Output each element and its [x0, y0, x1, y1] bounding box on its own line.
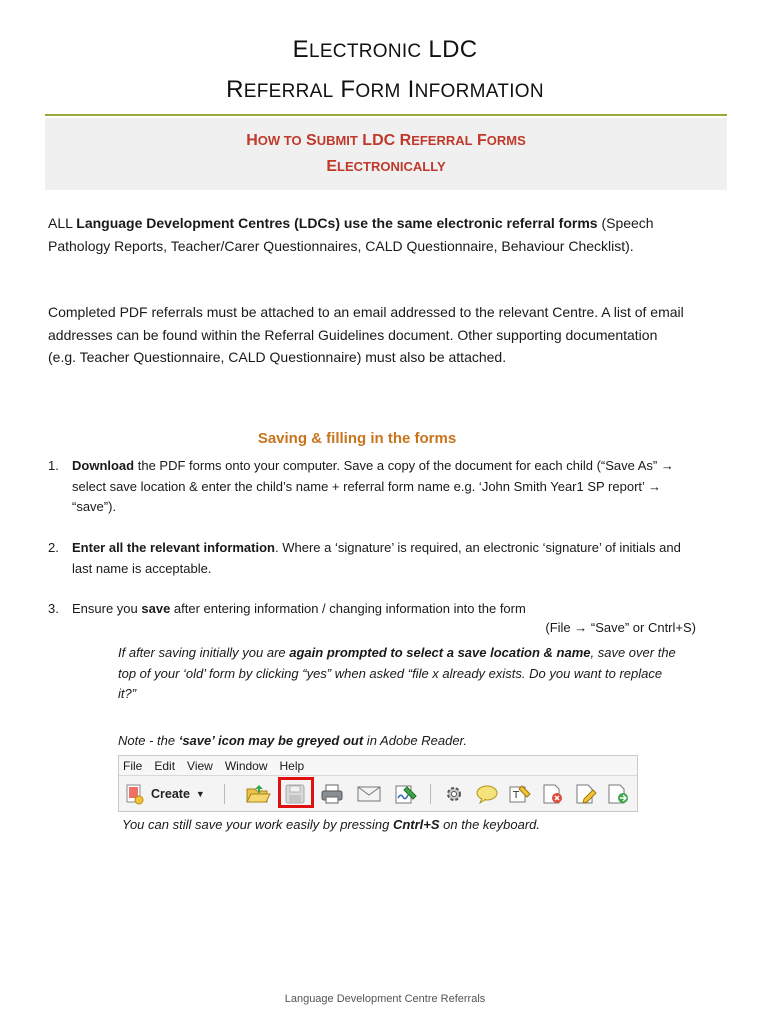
edit-doc-icon	[573, 783, 599, 805]
menu-edit: Edit	[154, 758, 176, 773]
arrow-icon: →	[660, 458, 674, 473]
document-page: ELECTRONIC LDC REFERRAL FORM INFORMATION HOW TO SUBMIT LDC REFERRAL FORMS ELECTRONICALLY ALL Language Development Centres (LDCs) use the same electronic referral forms (Speech Pathology Reports, Teacher/Carer Questionnaires, CALD Questionnaire, Behaviour Checklist). Completed PDF referrals must be attached to an email addressed to the relevant Centre. A list of email addresses can be found within the Referral Guidelines document. Other supporting documentation (e.g. Teacher Questionnaire, CALD Questionnaire) must also be attached. Saving & filling in the forms 1. Download the PDF forms onto your computer. Save a copy of the document for each child (“Save As” → select save location & enter the child’s name + referral form name e.g. ‘John Smith Year1 SP report’ → “save”). 2. Enter all the relevant information. Where a ‘signature’ is required, an electronic ‘signature’ of initials and last name is acceptable. 3. Ensure you save after entering information / changing information into the form (File → “Save” or Cntrl+S) If after saving initially you are again prompted to select a save location & name, save over the top of your ‘old’ form by clicking “yes” when asked “file x already exists. Do you want to replace it?” Note - the ‘save’ icon may be greyed out in Adobe Reader. File Edit View Window Help Create ▼ T You can still save your work easily by pressing Cntrl+S on the keyboard. Language Development Centre Referrals	[0, 0, 770, 1024]
arrow-icon: →	[648, 478, 662, 494]
menu-view: View	[187, 758, 213, 773]
svg-text:T: T	[513, 790, 520, 801]
share-doc-icon	[605, 783, 631, 805]
subtitle-box	[45, 118, 727, 190]
greyed-out-note: Note - the ‘save’ icon may be greyed out in Adobe Reader.	[118, 733, 468, 748]
intro-paragraph-2: Completed PDF referrals must be attached to an email addressed to the relevant Centre. A list of email addresses can be found within the Referral Guidelines document. Other supporting documentation (e.g. Teacher Questionnaire, CALD Questionnaire) must also be attached.	[48, 304, 684, 365]
adobe-toolbar-screenshot	[118, 755, 638, 812]
email-icon	[356, 783, 382, 805]
arrow-icon: →	[574, 620, 588, 635]
title-divider	[45, 114, 727, 116]
tool-row	[119, 776, 637, 811]
intro-paragraph-1: ALL Language Development Centres (LDCs) use the same electronic referral forms (Speech Pathology Reports, Teacher/Carer Questionnaires, CALD Questionnaire, Behaviour Checklist).	[48, 215, 654, 254]
keyboard-caption: You can still save your work easily by pressing Cntrl+S on the keyboard.	[122, 817, 541, 832]
save-shortcut-note: (File → “Save” or Cntrl+S)	[545, 620, 696, 635]
menu-bar	[119, 756, 637, 776]
create-doc-icon	[125, 783, 145, 805]
comment-icon	[474, 783, 500, 805]
save-tip: If after saving initially you are again prompted to select a save location & name, save over the top of your ‘old’ form by clicking “yes” when asked “file x already exists. Do you want to replace it?”	[118, 645, 676, 701]
section-heading: Saving & filling in the forms	[257, 430, 457, 447]
save-icon-highlight	[278, 777, 314, 808]
menu-help: Help	[279, 758, 305, 773]
page-title-line-1: ELECTRONIC LDC	[292, 36, 478, 63]
delete-doc-icon	[540, 783, 566, 805]
create-button: Create ▼	[125, 782, 205, 806]
gear-icon	[441, 783, 467, 805]
subtitle-line-1: HOW TO SUBMIT LDC REFERRAL FORMS	[246, 132, 526, 149]
menu-window: Window	[224, 758, 268, 773]
page-footer: Language Development Centre Referrals	[284, 993, 486, 1005]
typewriter-icon	[507, 783, 533, 805]
open-folder-icon	[245, 783, 271, 805]
sign-icon	[393, 783, 419, 805]
subtitle-line-2: ELECTRONICALLY	[326, 158, 446, 175]
menu-file: File	[123, 758, 143, 773]
page-title-line-2: REFERRAL FORM INFORMATION	[226, 76, 544, 103]
print-icon	[319, 783, 345, 805]
